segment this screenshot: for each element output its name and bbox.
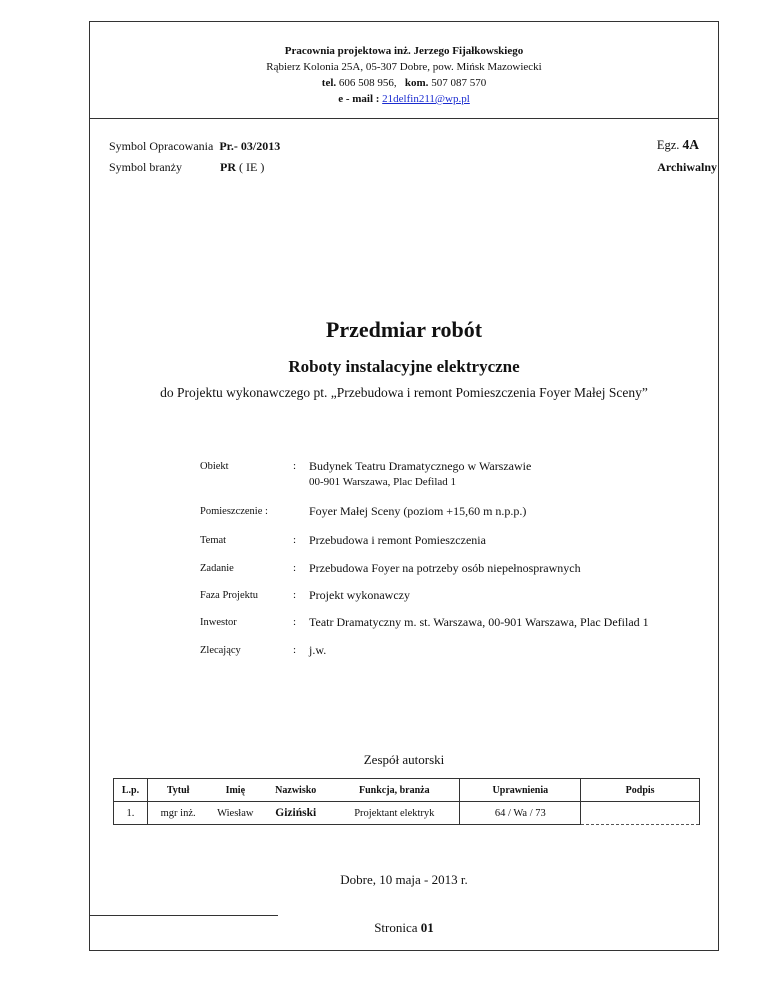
team-heading: Zespół autorski — [363, 752, 445, 767]
symbol-branzy-label: Symbol branży — [109, 160, 182, 174]
team-table — [113, 778, 700, 825]
column-header: Podpis — [581, 779, 700, 802]
egz-label: Egz. — [656, 138, 680, 152]
tel-label: tel. — [321, 77, 337, 89]
kom-label: kom. — [404, 77, 429, 89]
info-value: Projekt wykonawczy — [309, 588, 410, 602]
company-email — [90, 91, 718, 107]
column-header: Imię — [208, 779, 262, 802]
info-value: Przebudowa i remont Pomieszczenia — [309, 533, 486, 547]
cell-uprawnienia: 64 / Wa / 73 — [460, 802, 581, 825]
info-label: Zadanie — [200, 563, 234, 574]
document-date: Dobre, 10 maja - 2013 r. — [340, 872, 468, 887]
info-value: Przebudowa Foyer na potrzeby osób niepełnosprawnych — [309, 561, 581, 575]
footer-separator — [90, 915, 278, 916]
info-colon: : — [293, 644, 297, 656]
email-link[interactable]: 21delfin211@wp.pl — [382, 93, 470, 105]
info-label: Faza Projektu — [200, 590, 259, 601]
column-header: Funkcja, branża — [329, 779, 460, 802]
page-number — [90, 920, 718, 936]
egz-value: 4A — [682, 137, 699, 152]
company-name: Pracownia projektowa inż. Jerzego Fijałkowskiego — [284, 45, 524, 57]
info-colon: : — [293, 460, 297, 472]
info-label: Inwestor — [200, 617, 237, 628]
company-header — [90, 22, 718, 119]
symbol-opracowania — [109, 139, 280, 154]
email-label: e - mail : — [338, 93, 380, 105]
company-phones — [90, 75, 718, 91]
cell-nazwisko: Giziński — [262, 802, 329, 825]
document-page — [89, 21, 719, 951]
cell-lp: 1. — [114, 802, 148, 825]
kom-value: 507 087 570 — [431, 77, 487, 89]
symbol-opracowania-label: Symbol Opracowania — [109, 139, 214, 153]
info-colon: : — [293, 589, 297, 601]
cell-imie: Wiesław — [208, 802, 262, 825]
symbol-branzy-code: PR — [220, 160, 236, 174]
document-description: do Projektu wykonawczego pt. „Przebudowa i remont Pomieszczenia Foyer Małej Sceny” — [160, 385, 648, 400]
info-value-line2: 00-901 Warszawa, Plac Defilad 1 — [309, 476, 457, 488]
table-row — [114, 802, 700, 825]
info-value — [309, 459, 531, 490]
egzemplarz — [657, 137, 699, 153]
team-table-header — [114, 779, 700, 802]
page-value: 01 — [420, 920, 434, 935]
info-colon: : — [293, 534, 297, 546]
symbol-opracowania-value: Pr.- 03/2013 — [219, 139, 281, 153]
document-status: Archiwalny — [657, 160, 717, 174]
info-label: Obiekt — [200, 461, 229, 472]
symbol-branzy — [109, 160, 265, 175]
info-value: Teatr Dramatyczny m. st. Warszawa, 00-901 Warszawa, Plac Defilad 1 — [309, 615, 649, 629]
tel-value: 606 508 956, — [338, 77, 397, 89]
column-header: Uprawnienia — [460, 779, 581, 802]
document-title: Przedmiar robót — [325, 317, 483, 342]
column-header: Nazwisko — [262, 779, 329, 802]
company-address: Rąbierz Kolonia 25A, 05-307 Dobre, pow. Mińsk Mazowiecki — [266, 61, 542, 73]
info-label: Pomieszczenie : — [200, 506, 268, 517]
column-header: L.p. — [114, 779, 148, 802]
info-value-line1: Budynek Teatru Dramatycznego w Warszawie — [309, 459, 532, 473]
symbol-branzy-suffix: ( IE ) — [239, 160, 265, 174]
symbol-branzy-value — [220, 160, 264, 175]
info-label: Temat — [200, 535, 227, 546]
info-value: Foyer Małej Sceny (poziom +15,60 m n.p.p.) — [309, 504, 527, 518]
signature-field[interactable] — [581, 802, 700, 825]
info-value: j.w. — [309, 643, 327, 657]
cell-tytul: mgr inż. — [147, 802, 208, 825]
info-colon: : — [293, 616, 297, 628]
cell-funkcja: Projektant elektryk — [329, 802, 460, 825]
info-label: Zlecający — [200, 645, 241, 656]
page-label: Stronica — [374, 920, 418, 935]
info-colon: : — [293, 562, 297, 574]
document-subtitle: Roboty instalacyjne elektryczne — [288, 357, 520, 376]
column-header: Tytuł — [147, 779, 208, 802]
